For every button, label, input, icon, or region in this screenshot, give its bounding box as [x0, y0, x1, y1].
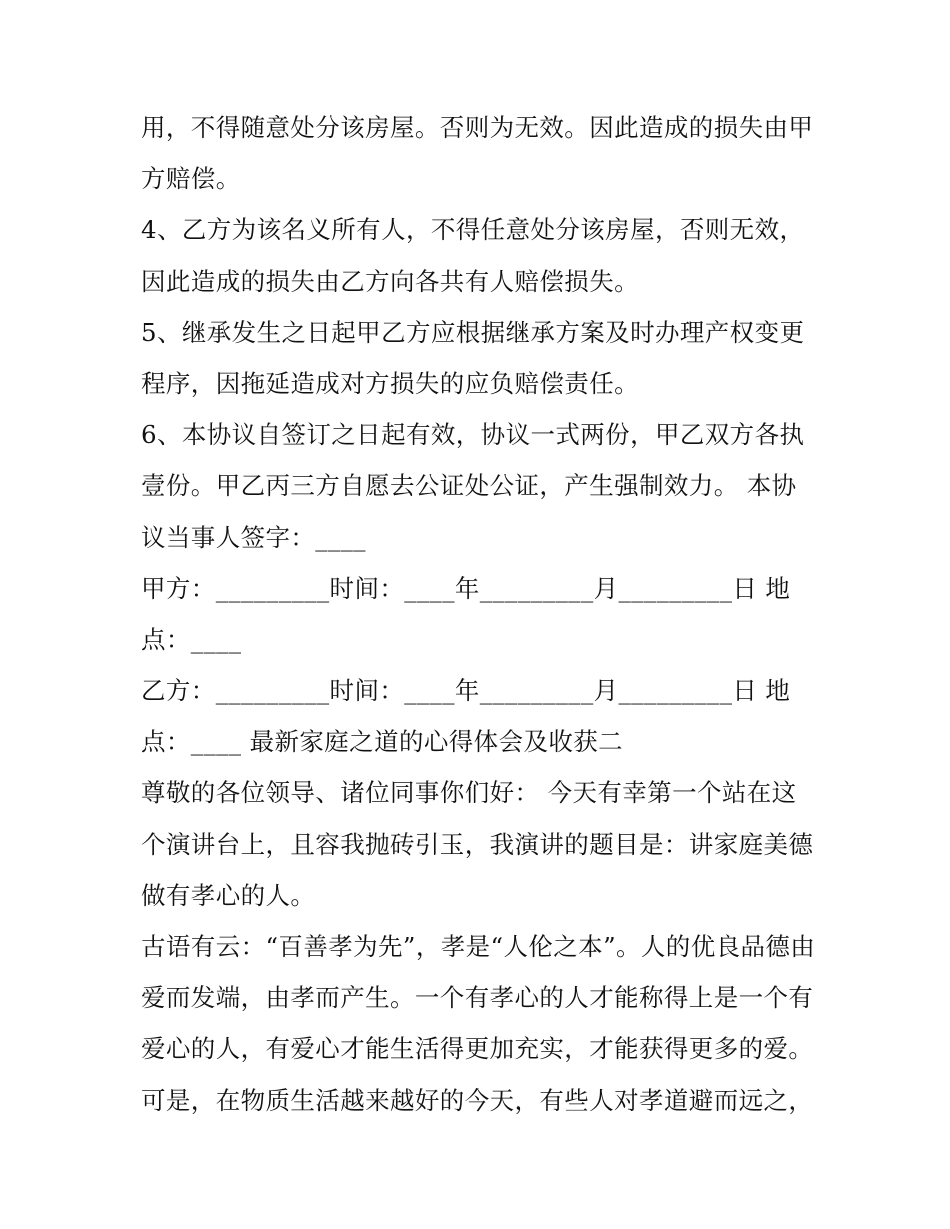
text-line: 程序，因拖延造成对方损失的应负赔偿责任。 — [141, 368, 639, 398]
document-page — [141, 107, 821, 1131]
signature-line: 议当事人签字：____ — [141, 522, 366, 552]
text-line: 可是，在物质生活越来越好的今天，有些人对孝道避而远之， — [141, 1085, 814, 1115]
party-b-location-and-heading: 点：____ 最新家庭之道的心得体会及收获二 — [141, 727, 624, 757]
clause-4: 4、乙方为该名义所有人，不得任意处分该房屋，否则无效， — [141, 215, 805, 245]
clause-5: 5、继承发生之日起甲乙方应根据继承方案及时办理产权变更 — [141, 317, 805, 347]
text-line: 古语有云：“百善孝为先”，孝是“人伦之本”。人的优良品德由 — [141, 932, 816, 961]
party-a-location: 点：____ — [141, 624, 242, 654]
text-line: 方赔偿。 — [141, 164, 241, 194]
party-b-line: 乙方：_________时间：____年_________月_________日 地 — [141, 676, 791, 706]
clause-6: 6、本协议自签订之日起有效，协议一式两份，甲乙双方各执 — [141, 420, 805, 450]
text-line: 爱心的人，有爱心才能生活得更加充实，才能获得更多的爱。 — [141, 1034, 814, 1064]
speech-greeting: 尊敬的各位领导、诸位同事你们好： 今天有幸第一个站在这 — [141, 778, 797, 808]
text-line: 用，不得随意处分该房屋。否则为无效。因此造成的损失由甲 — [141, 113, 814, 142]
text-line: 爱而发端，由孝而产生。一个有孝心的人才能称得上是一个有 — [141, 983, 814, 1013]
party-a-line: 甲方：_________时间：____年_________月_________日 地 — [141, 573, 791, 603]
text-line: 做有孝心的人。 — [141, 880, 316, 910]
text-line: 因此造成的损失由乙方向各共有人赔偿损失。 — [141, 266, 639, 296]
text-line: 壹份。甲乙丙三方自愿去公证处公证，产生强制效力。 本协 — [141, 471, 797, 501]
text-line: 个演讲台上，且容我抛砖引玉，我演讲的题目是：讲家庭美德 — [141, 829, 814, 859]
